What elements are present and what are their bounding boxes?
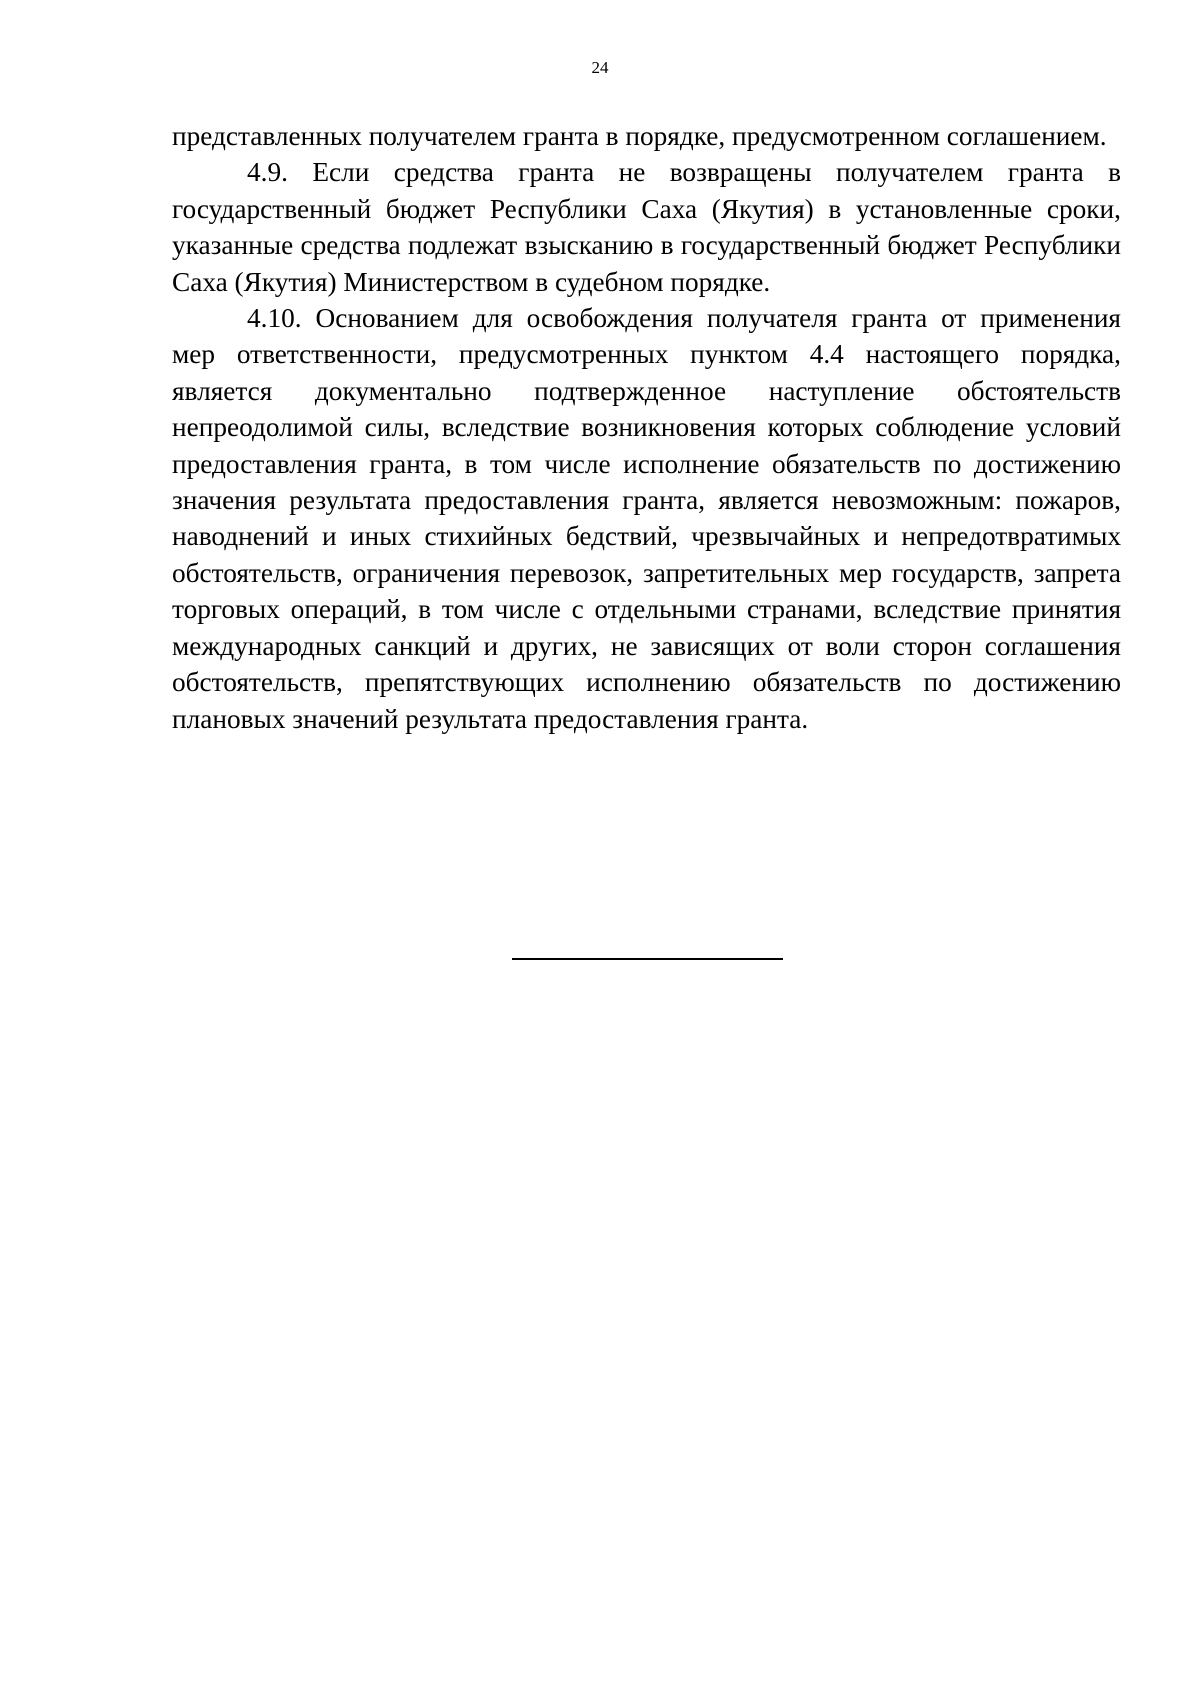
paragraph-continuation: представленных получателем гранта в порядке, предусмотренном соглашением.: [172, 121, 1107, 151]
document-body: [172, 118, 1121, 737]
page-number: 24: [591, 58, 609, 77]
paragraph-4-9: 4.9. Если средства гранта не возвращены получателем гранта в государственный бюджет Республики Саха (Якутия) в установленные сроки, указанные средства подлежат взысканию в государственный бюджет Республики Саха (Якутия) Министерством в судебном порядке.: [172, 157, 1121, 297]
paragraph-4-10: 4.10. Основанием для освобождения получателя гранта от применения мер ответственности, предусмотренных пунктом 4.4 настоящего порядка, является документально подтвержденное наступление обстоятельств непреодолимой силы, вследствие возникновения которых соблюдение условий предоставления гранта, в том числе исполнение обязательств по достижению значения результата предоставления гранта, является невозможным: пожаров, наводнений и иных стихийных бедствий, чрезвычайных и непредотвратимых обстоятельств, ограничения перевозок, запретительных мер государств, запрета торговых операций, в том числе с отдельными странами, вследствие принятия международных санкций и других, не зависящих от воли сторон соглашения обстоятельств, препятствующих исполнению обязательств по достижению плановых значений результата предоставления гранта.: [172, 303, 1121, 734]
end-of-document-line: [512, 958, 783, 960]
